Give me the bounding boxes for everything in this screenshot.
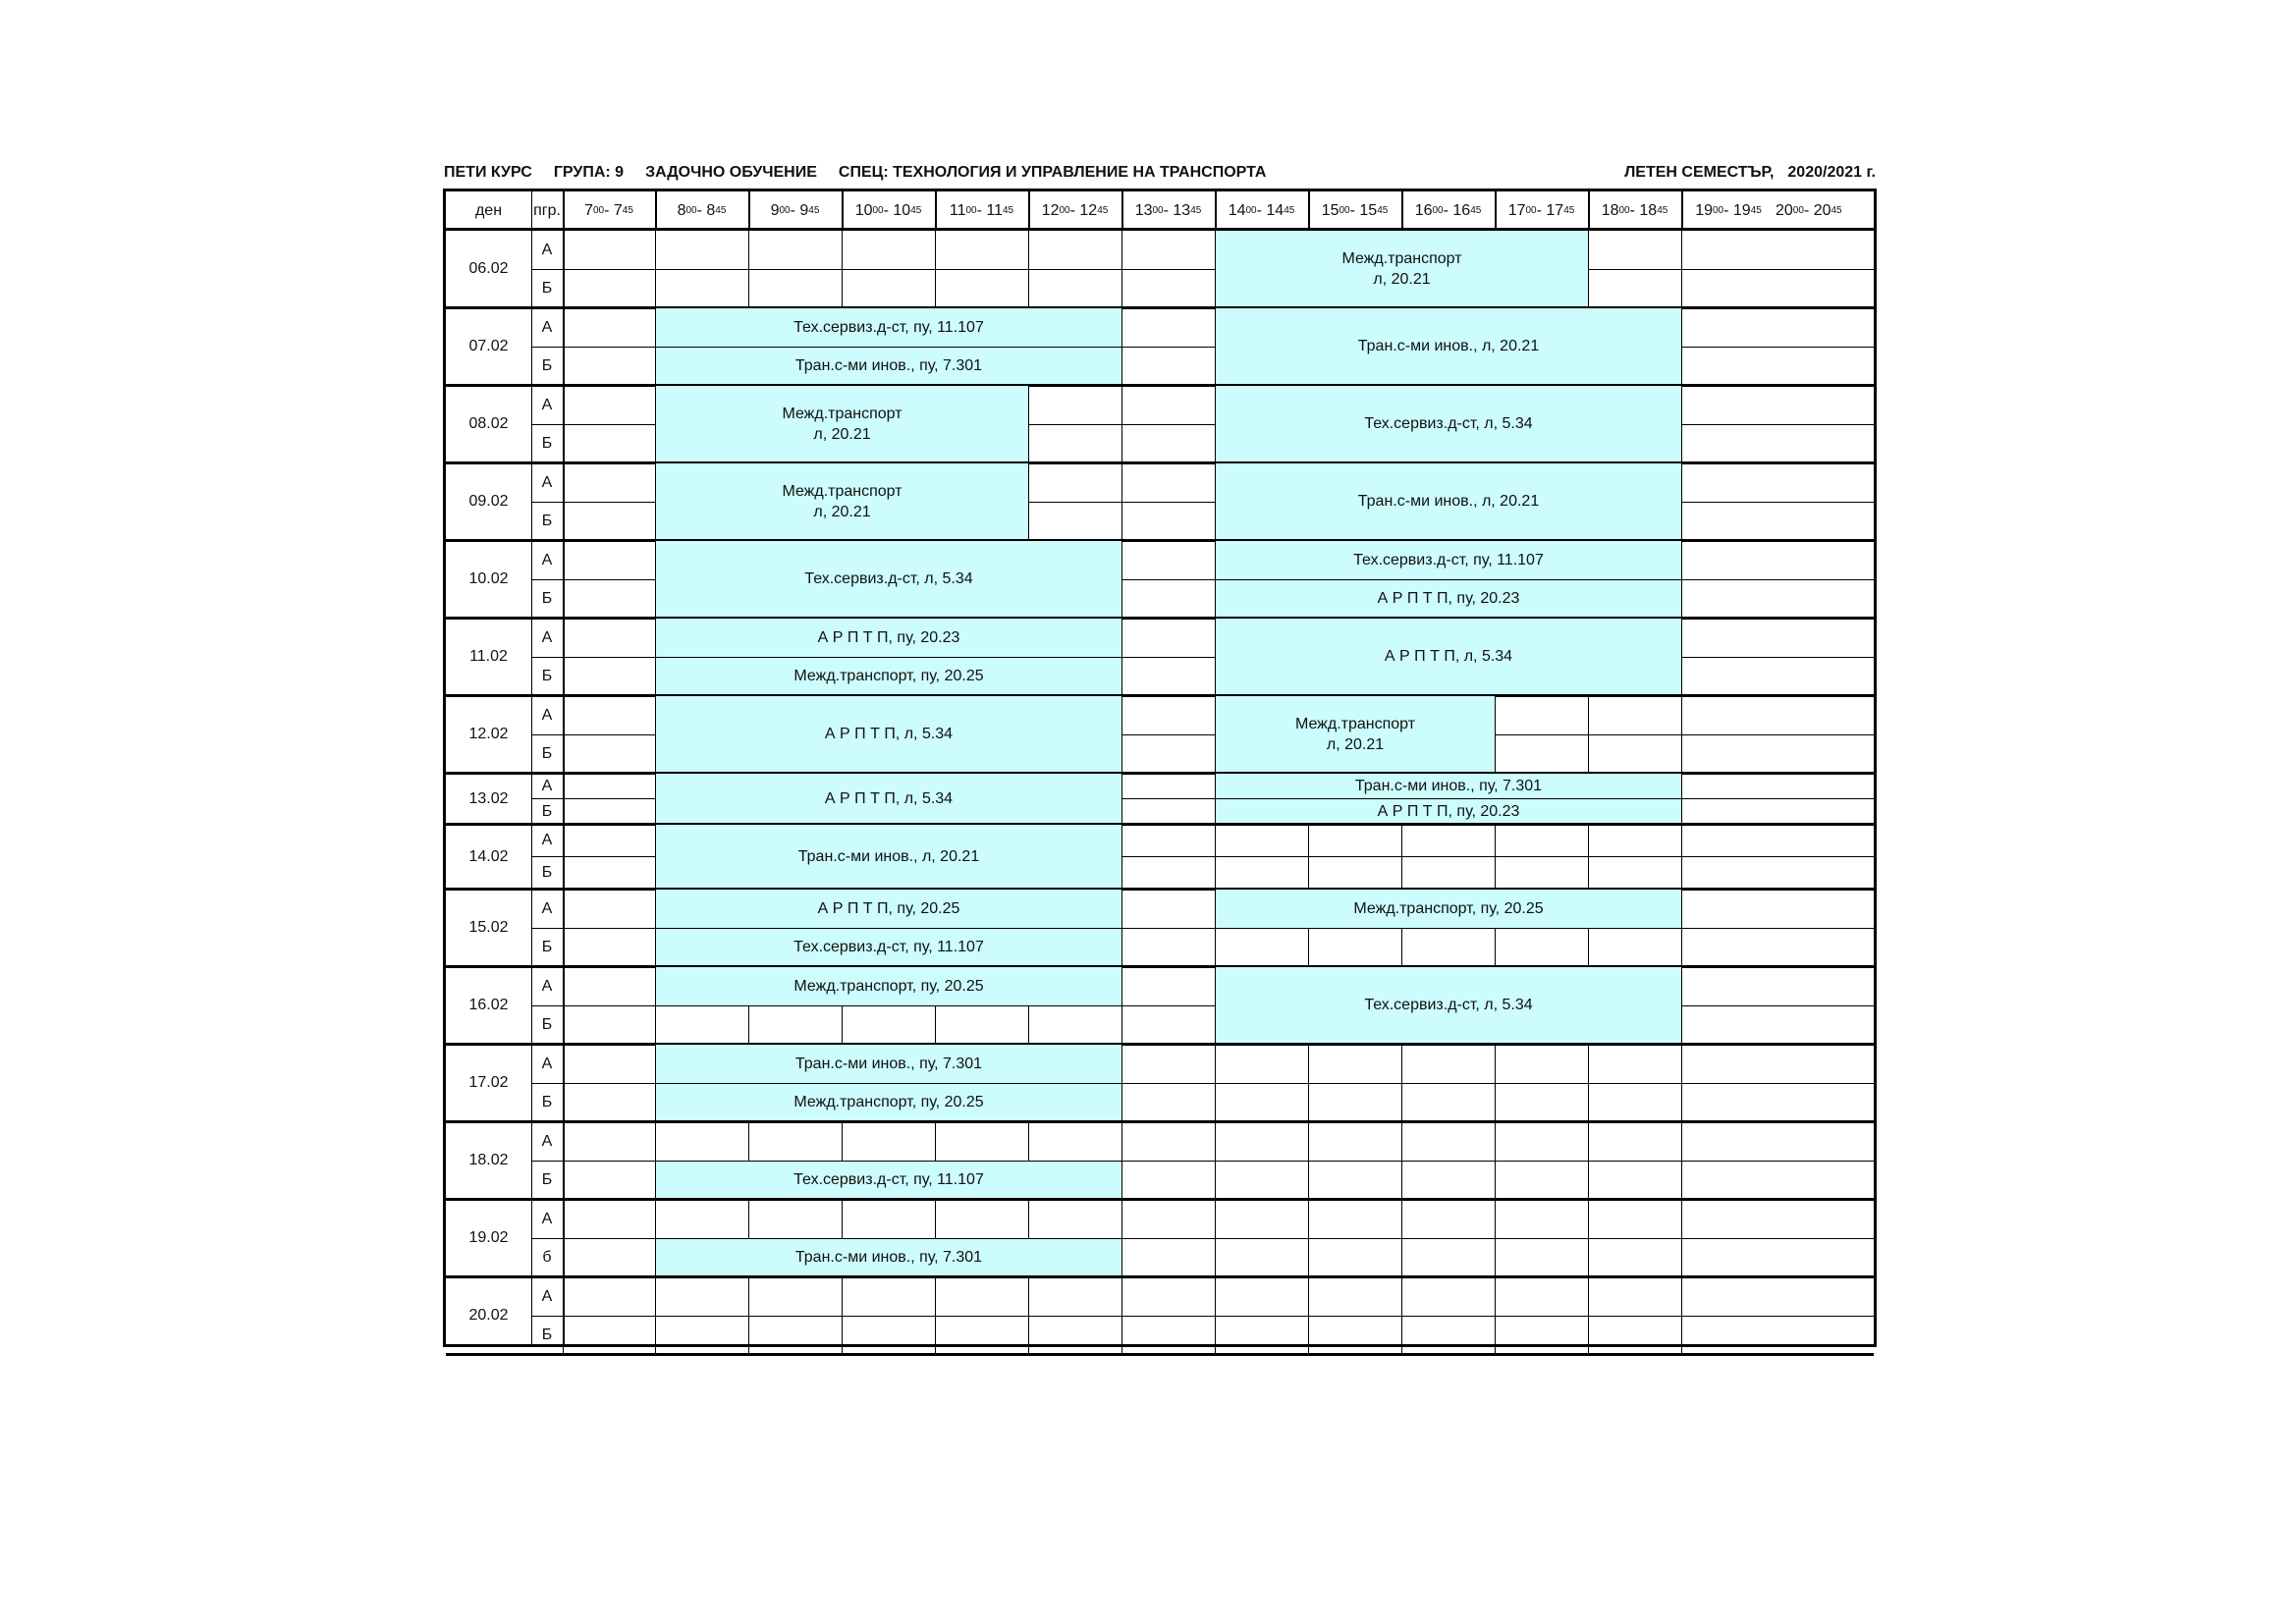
class-block-border: [1681, 618, 1682, 694]
day-date: 07.02: [468, 338, 509, 354]
slot-divider: [1681, 824, 1682, 889]
class-block-border: [1588, 230, 1589, 306]
slot-divider: [1588, 824, 1589, 889]
class-block-border: [1121, 347, 1122, 384]
class-block-border: [1121, 1238, 1122, 1275]
day-date: 13.02: [468, 789, 509, 807]
day-separator: [446, 1120, 1874, 1123]
slot-divider: [1308, 1121, 1309, 1199]
class-block-border: [1681, 798, 1682, 823]
class-block-border: [1121, 1044, 1122, 1083]
slot-divider: [1495, 1199, 1496, 1276]
class-block: Межд.транспорт, пу, 20.25: [656, 1084, 1121, 1120]
slot-divider: [1215, 1199, 1216, 1276]
slot-divider: [1028, 1276, 1029, 1354]
day-separator: [446, 1353, 1874, 1356]
class-block-border: [1681, 889, 1682, 928]
class-block-border: [1681, 385, 1682, 461]
header-right: [1611, 164, 1876, 182]
class-block-border: [1121, 618, 1122, 657]
class-block-border: [1121, 889, 1122, 928]
slot-divider: [1681, 230, 1682, 307]
slot-divider: [1588, 1199, 1589, 1276]
class-block: Межд.транспорт л, 20.21: [1216, 696, 1495, 772]
subgroup-label: А: [541, 1210, 553, 1227]
day-date: 14.02: [468, 847, 509, 865]
subgroup-label: Б: [541, 435, 553, 452]
time-slot-header: 16 00 - 16 45: [1414, 202, 1482, 219]
subgroup-label: б: [542, 1249, 552, 1266]
class-block: Межд.транспорт л, 20.21: [656, 463, 1028, 539]
specialty-label: СПЕЦ: ТЕХНОЛОГИЯ И УПРАВЛЕНИЕ НА ТРАНСПОРТА: [838, 164, 1267, 181]
class-block: Тех.сервиз.д-ст, пу, 11.107: [656, 929, 1121, 965]
class-block: А Р П Т П, л, 5.34: [1216, 619, 1681, 694]
header-divider: [531, 191, 532, 230]
subgroup-label: Б: [541, 590, 553, 607]
slot-divider: [1401, 1199, 1402, 1276]
slot-divider: [1588, 695, 1589, 773]
slot-divider: [655, 230, 656, 307]
time-slot-header: 15 00 - 15 45: [1321, 202, 1389, 219]
day-date: 17.02: [468, 1074, 509, 1091]
class-block-border: [1121, 657, 1122, 694]
slot-divider: [1215, 824, 1216, 889]
slot-divider: [1681, 1044, 1682, 1121]
slot-divider: [1308, 1044, 1309, 1121]
slot-divider: [655, 1276, 656, 1354]
subgroup-label: А: [541, 318, 553, 336]
subgroup-label: А: [541, 241, 553, 258]
subgroup-label: Б: [541, 1326, 553, 1343]
subgroup-label: Б: [541, 1094, 553, 1110]
slot-divider: [1495, 1276, 1496, 1354]
class-block: Межд.транспорт, пу, 20.25: [656, 658, 1121, 694]
header-left: [444, 164, 1287, 182]
day-date: 19.02: [468, 1229, 509, 1246]
slot-divider: [1401, 1121, 1402, 1199]
subgroup-label: А: [541, 396, 553, 413]
subgroup-label: А: [541, 1287, 553, 1305]
slot-divider: [1215, 1276, 1216, 1354]
class-block: А Р П Т П, пу, 20.23: [1216, 580, 1681, 617]
slot-divider: [1401, 1276, 1402, 1354]
class-block-border: [1121, 540, 1122, 617]
subgroup-label: А: [541, 977, 553, 995]
subgroup-label: Б: [541, 1171, 553, 1188]
time-slot-header: 12 00 - 12 45: [1041, 202, 1109, 219]
class-block: Тран.с-ми инов., л, 20.21: [1216, 308, 1681, 384]
class-block: Тран.с-ми инов., пу, 7.301: [1216, 774, 1681, 798]
slot-divider: [1495, 1121, 1496, 1199]
slot-divider: [1495, 824, 1496, 889]
day-date: 12.02: [468, 726, 509, 742]
time-slot-header: 13 00 - 13 45: [1134, 202, 1202, 219]
time-slot-header: 10 00 - 10 45: [854, 202, 922, 219]
header-divider: [563, 191, 565, 230]
slot-divider: [748, 1276, 749, 1354]
subgroup-label: Б: [541, 1016, 553, 1033]
class-block-border: [1681, 462, 1682, 539]
subgroup-column-header: пгр.: [533, 202, 561, 219]
class-block: Тран.с-ми инов., пу, 7.301: [656, 1045, 1121, 1083]
header-divider: [1308, 191, 1310, 230]
slot-divider: [1215, 1121, 1216, 1199]
slot-divider: [1681, 1121, 1682, 1199]
subgroup-label: Б: [541, 864, 553, 881]
slot-divider: [1681, 695, 1682, 773]
day-separator: [446, 1198, 1874, 1201]
time-slot-header: 8 00 - 8 45: [677, 202, 727, 219]
header-divider: [1028, 191, 1030, 230]
slot-divider: [1308, 1276, 1309, 1354]
day-date: 16.02: [468, 997, 509, 1013]
slot-divider: [1681, 1276, 1682, 1354]
class-block: Тран.с-ми инов., л, 20.21: [656, 825, 1121, 888]
slot-divider: [842, 1276, 843, 1354]
class-block: Тран.с-ми инов., пу, 7.301: [656, 1239, 1121, 1275]
slot-divider: [935, 230, 936, 307]
class-block: А Р П Т П, л, 5.34: [656, 696, 1121, 772]
class-block-border: [1121, 307, 1122, 347]
group-label: ГРУПА: 9: [553, 164, 625, 181]
slot-divider: [1121, 1276, 1122, 1354]
subgroup-label: Б: [541, 802, 553, 820]
subgroup-label: Б: [541, 939, 553, 955]
header-divider: [842, 191, 844, 230]
class-block: Межд.транспорт л, 20.21: [1216, 231, 1588, 306]
class-block: Тех.сервиз.д-ст, пу, 11.107: [656, 1162, 1121, 1198]
class-block: Тех.сервиз.д-ст, л, 5.34: [1216, 967, 1681, 1043]
day-date: 18.02: [468, 1152, 509, 1168]
slot-divider: [1681, 1199, 1682, 1276]
day-date: 08.02: [468, 415, 509, 432]
day-date: 20.02: [468, 1307, 509, 1324]
slot-divider: [1028, 230, 1029, 307]
header-bottom-line: [446, 228, 1874, 231]
header-divider: [1121, 191, 1123, 230]
subgroup-label: А: [541, 628, 553, 646]
class-block-border: [1121, 1083, 1122, 1120]
class-block-border: [1681, 773, 1682, 798]
class-block: Межд.транспорт л, 20.21: [656, 386, 1028, 461]
header-divider: [1588, 191, 1590, 230]
class-block-border: [1028, 462, 1029, 539]
subgroup-label: Б: [541, 513, 553, 529]
class-block: А Р П Т П, пу, 20.25: [656, 890, 1121, 928]
class-block-border: [1028, 385, 1029, 461]
day-column-header: ден: [474, 202, 503, 219]
study-mode-label: ЗАДОЧНО ОБУЧЕНИЕ: [645, 164, 817, 181]
subgroup-label: Б: [541, 357, 553, 374]
subgroup-col-divider: [563, 230, 565, 1344]
class-block-border: [1121, 1161, 1122, 1198]
slot-divider: [1401, 1044, 1402, 1121]
day-separator: [446, 1275, 1874, 1278]
class-block-border: [1681, 307, 1682, 384]
slot-divider: [1215, 1044, 1216, 1121]
class-block: Тех.сервиз.д-ст, пу, 11.107: [1216, 541, 1681, 579]
class-block-border: [1121, 773, 1122, 823]
day-date: 06.02: [468, 260, 509, 277]
time-slot-header: 19 00 - 19 45: [1695, 202, 1762, 219]
subgroup-label: А: [541, 1132, 553, 1150]
subgroup-label: Б: [541, 668, 553, 684]
subgroup-label: А: [541, 551, 553, 568]
slot-divider: [1401, 824, 1402, 889]
subgroup-divider: [531, 269, 1874, 270]
time-slot-header: 7 00 - 7 45: [584, 202, 633, 219]
class-block-border: [1215, 928, 1681, 929]
header-divider: [935, 191, 937, 230]
time-slot-header: 9 00 - 9 45: [770, 202, 820, 219]
semester-label: ЛЕТЕН СЕМЕСТЪР,: [1624, 164, 1775, 181]
subgroup-label: А: [541, 473, 553, 491]
class-block: Тех.сервиз.д-ст, пу, 11.107: [656, 308, 1121, 347]
slot-divider: [1121, 462, 1122, 540]
class-block-border: [1495, 695, 1496, 772]
day-date: 15.02: [468, 919, 509, 936]
header-divider: [748, 191, 750, 230]
subgroup-label: Б: [541, 745, 553, 762]
class-block: А Р П Т П, пу, 20.23: [656, 619, 1121, 657]
subgroup-label: А: [541, 832, 553, 848]
slot-divider: [1308, 1199, 1309, 1276]
class-block-border: [1121, 928, 1122, 965]
slot-divider: [842, 230, 843, 307]
class-block-border: [1121, 695, 1122, 772]
time-slot-header: 14 00 - 14 45: [1228, 202, 1295, 219]
class-block: Тех.сервиз.д-ст, л, 5.34: [1216, 386, 1681, 461]
time-slot-header: 20 00 - 20 45: [1776, 202, 1842, 219]
header-divider: [1681, 191, 1683, 230]
class-block-border: [1681, 966, 1682, 1043]
class-block: Тран.с-ми инов., пу, 7.301: [656, 348, 1121, 384]
class-block: А Р П Т П, л, 5.34: [656, 774, 1121, 823]
class-block-border: [1681, 540, 1682, 579]
header-divider: [655, 191, 657, 230]
schedule-grid: [443, 189, 1877, 1347]
class-block: А Р П Т П, пу, 20.23: [1216, 799, 1681, 823]
class-block-border: [1121, 966, 1122, 1005]
class-block: Межд.транспорт, пу, 20.25: [656, 967, 1121, 1005]
subgroup-label: А: [541, 899, 553, 917]
slot-divider: [1588, 1121, 1589, 1199]
time-slot-header: 18 00 - 18 45: [1601, 202, 1668, 219]
time-slot-header: 11 00 - 11 45: [949, 202, 1014, 219]
slot-divider: [1121, 385, 1122, 462]
class-block-border: [655, 1005, 1121, 1006]
subgroup-label: А: [541, 777, 553, 794]
day-date: 09.02: [468, 493, 509, 510]
time-slot-header: 17 00 - 17 45: [1507, 202, 1575, 219]
class-block-border: [1681, 579, 1682, 617]
subgroup-label: А: [541, 1055, 553, 1072]
slot-divider: [748, 230, 749, 307]
class-block: Тех.сервиз.д-ст, л, 5.34: [656, 541, 1121, 617]
class-block-border: [1121, 824, 1122, 888]
header-divider: [1401, 191, 1403, 230]
header-divider: [1215, 191, 1217, 230]
slot-divider: [1495, 1044, 1496, 1121]
slot-divider: [1308, 824, 1309, 889]
class-block: Тран.с-ми инов., л, 20.21: [1216, 463, 1681, 539]
slot-divider: [935, 1276, 936, 1354]
slot-divider: [1588, 1276, 1589, 1354]
slot-divider: [1121, 230, 1122, 307]
academic-year-label: 2020/2021 г.: [1787, 164, 1876, 181]
header-divider: [1495, 191, 1497, 230]
subgroup-label: Б: [541, 280, 553, 297]
subgroup-divider: [531, 1316, 1874, 1317]
class-block: Межд.транспорт, пу, 20.25: [1216, 890, 1681, 928]
schedule-header: [444, 164, 1876, 186]
slot-divider: [1588, 1044, 1589, 1121]
course-label: ПЕТИ КУРС: [444, 164, 532, 181]
day-date: 10.02: [468, 570, 509, 587]
day-date: 11.02: [469, 648, 508, 665]
subgroup-label: А: [541, 706, 553, 724]
